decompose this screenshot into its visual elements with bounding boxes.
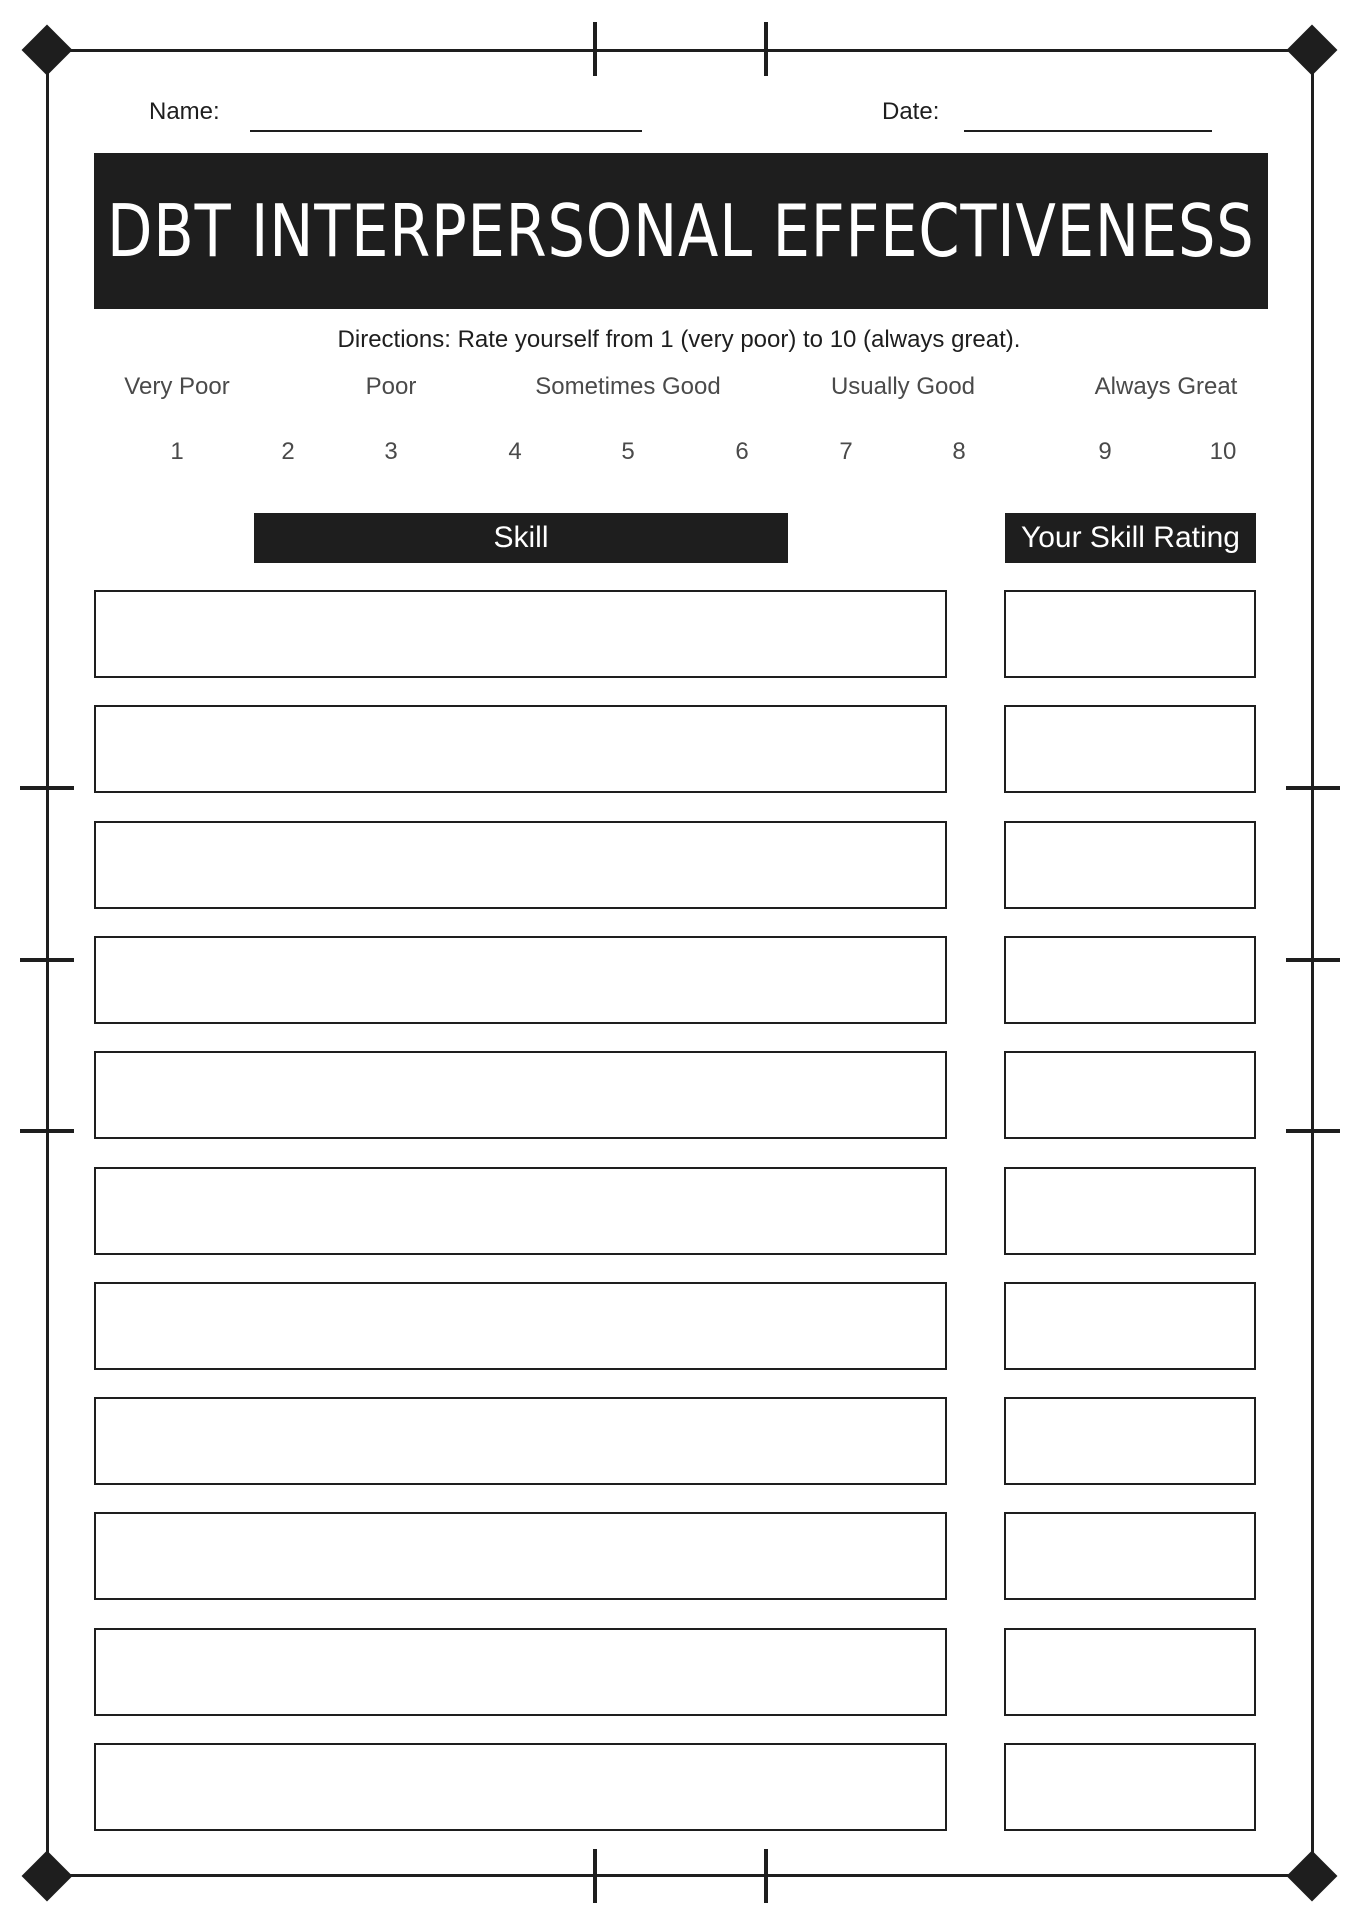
date-field[interactable]	[964, 130, 1212, 132]
directions-text: Directions: Rate yourself from 1 (very poor) to 10 (always great).	[337, 326, 1021, 353]
scale-label-always-great: Always Great	[1094, 373, 1238, 400]
skill-input-box[interactable]	[94, 1628, 947, 1716]
corner-diamond-bottom-left	[22, 1851, 73, 1902]
scale-number-6: 6	[735, 438, 749, 465]
scale-number-9: 9	[1098, 438, 1112, 465]
title-banner	[94, 153, 1268, 309]
scale-number-4: 4	[508, 438, 522, 465]
rating-input-box[interactable]	[1004, 936, 1256, 1024]
page-title: DBT INTERPERSONAL EFFECTIVENESS	[107, 189, 1255, 273]
skill-input-box[interactable]	[94, 1397, 947, 1485]
scale-number-5: 5	[621, 438, 635, 465]
skill-input-box[interactable]	[94, 936, 947, 1024]
frame-tick-right-1	[1286, 786, 1340, 790]
rating-input-box[interactable]	[1004, 1743, 1256, 1831]
scale-number-2: 2	[281, 438, 295, 465]
name-field[interactable]	[250, 130, 642, 132]
rating-input-box[interactable]	[1004, 1167, 1256, 1255]
frame-tick-top-1	[593, 22, 597, 76]
rating-input-box[interactable]	[1004, 1051, 1256, 1139]
scale-label-very-poor: Very Poor	[124, 373, 230, 400]
scale-number-8: 8	[952, 438, 966, 465]
skill-input-box[interactable]	[94, 821, 947, 909]
skill-input-box[interactable]	[94, 705, 947, 793]
corner-diamond-top-right	[1287, 25, 1338, 76]
frame-bottom-line	[48, 1874, 1312, 1877]
scale-label-usually-good: Usually Good	[830, 373, 976, 400]
skill-input-box[interactable]	[94, 1743, 947, 1831]
skill-input-box[interactable]	[94, 1282, 947, 1370]
frame-left-line	[46, 51, 49, 1875]
rating-input-box[interactable]	[1004, 1397, 1256, 1485]
rating-input-box[interactable]	[1004, 1282, 1256, 1370]
skill-input-box[interactable]	[94, 1051, 947, 1139]
skill-input-box[interactable]	[94, 1167, 947, 1255]
frame-tick-top-2	[764, 22, 768, 76]
scale-number-3: 3	[384, 438, 398, 465]
rating-input-box[interactable]	[1004, 590, 1256, 678]
corner-diamond-top-left	[22, 25, 73, 76]
skill-input-box[interactable]	[94, 590, 947, 678]
rating-input-box[interactable]	[1004, 1512, 1256, 1600]
rating-column-header: Your Skill Rating	[1005, 513, 1256, 563]
rating-input-box[interactable]	[1004, 821, 1256, 909]
scale-number-10: 10	[1209, 438, 1237, 465]
frame-right-line	[1311, 51, 1314, 1875]
frame-tick-right-2	[1286, 958, 1340, 962]
name-label: Name:	[149, 98, 220, 125]
skill-input-box[interactable]	[94, 1512, 947, 1600]
frame-tick-left-2	[20, 958, 74, 962]
rating-input-box[interactable]	[1004, 705, 1256, 793]
scale-label-sometimes-good: Sometimes Good	[535, 373, 721, 400]
corner-diamond-bottom-right	[1287, 1851, 1338, 1902]
scale-number-7: 7	[839, 438, 853, 465]
frame-top-line	[48, 49, 1312, 52]
skill-column-header: Skill	[254, 513, 788, 563]
date-label: Date:	[882, 98, 940, 125]
frame-tick-left-3	[20, 1129, 74, 1133]
frame-tick-left-1	[20, 786, 74, 790]
scale-number-1: 1	[170, 438, 184, 465]
frame-tick-bottom-1	[593, 1849, 597, 1903]
frame-tick-bottom-2	[764, 1849, 768, 1903]
scale-label-poor: Poor	[365, 373, 417, 400]
frame-tick-right-3	[1286, 1129, 1340, 1133]
rating-input-box[interactable]	[1004, 1628, 1256, 1716]
